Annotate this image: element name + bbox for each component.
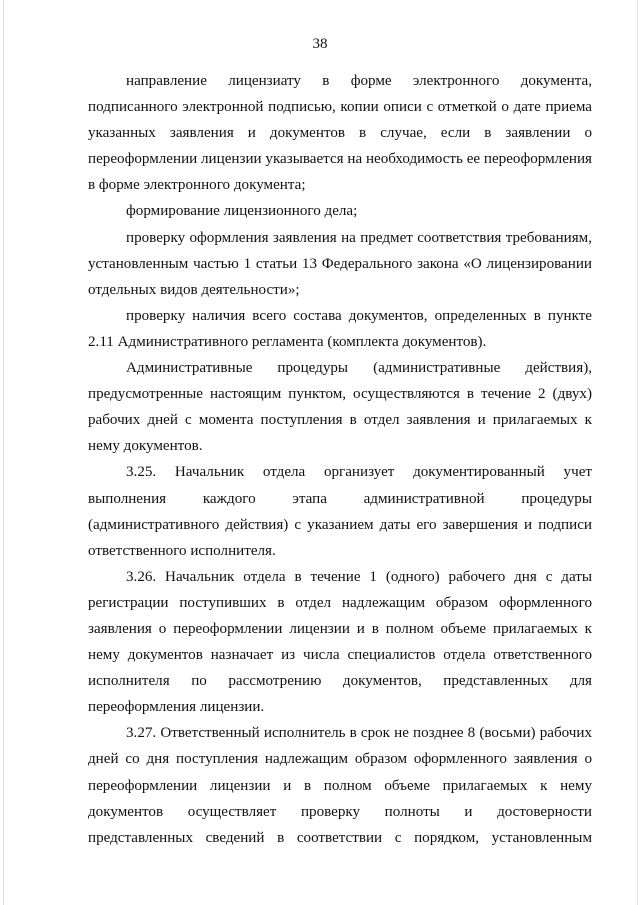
paragraph-4: проверку наличия всего состава документов, определенных в пункте 2.11 Административного регламента (комплекта документов).: [88, 307, 592, 350]
document-body: [88, 68, 592, 851]
page-number: 38: [312, 36, 328, 52]
paragraph-5: Административные процедуры (административные действия), предусмотренные настоящим пунктом, осуществляются в течение 2 (двух) рабочих дней с момента поступления в отдел заявления и прилагаемых к нему документов.: [88, 360, 592, 455]
scan-edge-right: [637, 0, 638, 905]
paragraph-3: проверку оформления заявления на предмет соответствия требованиям, установленным частью 1 статьи 13 Федерального закона «О лицензировании отдельных видов деятельности»;: [88, 229, 592, 298]
scan-edge-left: [3, 0, 4, 905]
paragraph-6: 3.25. Начальник отдела организует документированный учет выполнения каждого этапа административной процедуры (административного действия) с указанием даты его завершения и подписи ответственного исполнителя.: [88, 464, 592, 559]
paragraph-8: 3.27. Ответственный исполнитель в срок не позднее 8 (восьми) рабочих дней со дня поступления надлежащим образом оформленного заявления о переоформлении лицензии и в полном объеме прилагаемых к нему документов осуществляет проверку полноты и достоверности представленных сведений в соответствии с порядком, установленным: [88, 725, 592, 846]
paragraph-7: 3.26. Начальник отдела в течение 1 (одного) рабочего дня с даты регистрации поступивших в отдел надлежащим образом оформленного заявления о переоформлении лицензии и в полном объеме прилагаемых к нему документов назначает из числа специалистов отдела ответственного исполнителя по рассмотрению документов, представленных для переоформления лицензии.: [88, 568, 592, 716]
paragraph-2: формирование лицензионного дела;: [126, 203, 358, 220]
paragraph-1: направление лицензиату в форме электронного документа, подписанного электронной подписью, копии описи с отметкой о дате приема указанных заявления и документов в случае, если в заявлении о переоформлении лицензии указывается на необходимость ее переоформления в форме электронного документа;: [88, 73, 592, 194]
